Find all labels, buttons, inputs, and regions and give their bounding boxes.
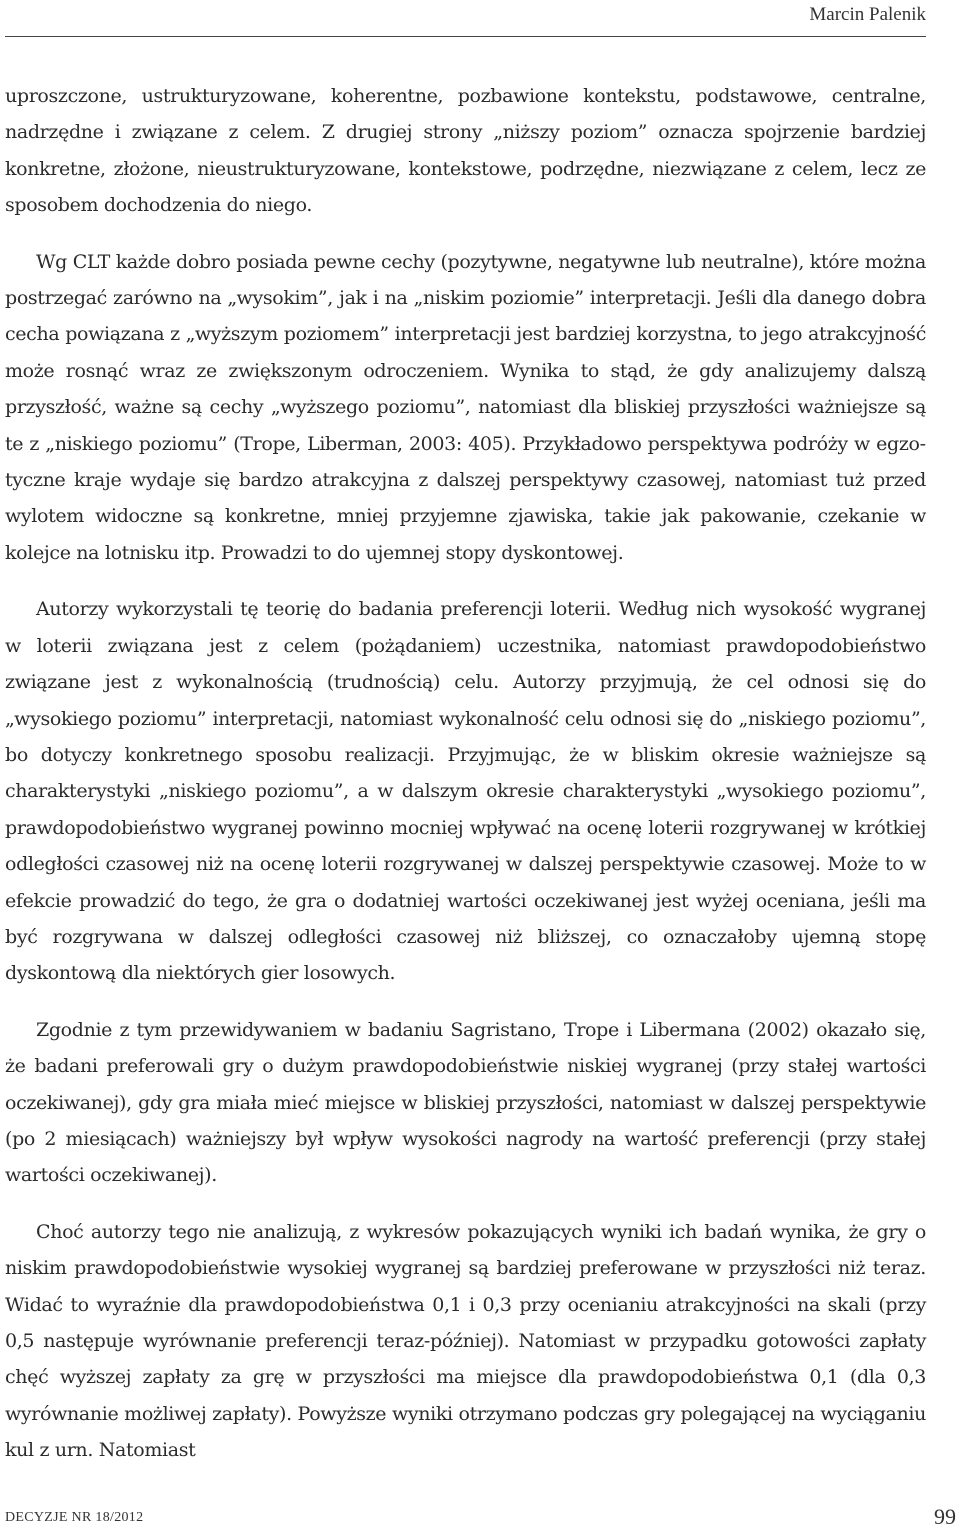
header-divider — [5, 36, 926, 37]
paragraph-clt-features: Wg CLT każde dobro posiada pewne cechy (pozytywne, negatywne lub neutralne), które można postrzegać zarówno na „wysokim”, jak i na „niskim poziomie” interpretacji. Jeśli dla danego dobra cecha powiązana z „wyższym poziomem” interpretacji jest bardziej korzystna, to jego atrakcyjność może rosnąć wraz ze zwiększonym odroczeniem. Wynika to stąd, że gdy analizujemy dalszą przyszłość, ważne są cechy „wyższego poziomu”, natomiast dla bliskiej przyszłości ważniejsze są te z „niskiego poziomu” (Trope, Liberman, 2003: 405). Przykładowo perspektywa podróży w egzotyczne kraje wydaje się bardzo atrakcyjna z dalszej perspektywy czasowej, natomiast tuż przed wylotem widoczne są konkretne, mniej przyjemne zjawiska, takie jak pakowanie, czekanie w kolejce na lotnisku itp. Prowadzi to do ujemnej stopy dyskontowej. — [5, 250, 926, 564]
paragraph-sagristano-study: Zgodnie z tym przewidywaniem w badaniu Sagristano, Trope i Libermana (2002) okazało się, że badani preferowali gry o dużym prawdopodobieństwie niskiej wygranej (przy stałej wartości oczekiwanej), gdy gra miała mieć miejsce w bliskiej przyszłości, natomiast w dalszej perspektywie (po 2 miesiącach) ważniejszy był wpływ wysokości nagrody na wartość preferencji (przy stałej wartości oczekiwanej). — [5, 1018, 926, 1187]
paragraph-lottery-preferences: Autorzy wykorzystali tę teorię do badania preferencji loterii. Według nich wysokość wygranej w loterii związana jest z celem (pożądaniem) uczestnika, natomiast prawdopodobieństwo związane jest z wykonalnością (trudnością) celu. Autorzy przyjmują, że cel odnosi się do „wysokiego poziomu” interpretacji, natomiast wykonalność celu odnosi się do „niskiego poziomu”, bo dotyczy konkretnego sposobu realizacji. Przyjmując, że w bliskim okresie ważniejsze są charakterystyki „niskiego poziomu”, a w dalszym okresie charakterystyki „wysokiego poziomu”, prawdopodobieństwo wygranej powinno mocniej wpływać na ocenę loterii rozgrywanej w krótkiej odległości czasowej niż na ocenę loterii rozgrywanej w dalszej perspektywie czasowej. Może to w efekcie prowadzić do tego, że gra o dodatniej wartości oczekiwanej jest wyżej oceniana, jeśli ma być rozgrywana w dalszej odległości czasowej niż bliższej, co oznaczałoby ujemną stopę dyskontową dla niektórych gier losowych. — [5, 598, 926, 985]
paragraph-results-analysis: Choć autorzy tego nie analizują, z wykresów pokazujących wyniki ich badań wynika, że gry o niskim prawdopodobieństwie wysokiej wygranej są bardziej preferowane w przyszłości niż teraz. Widać to wyraźnie dla prawdopodobieństwa 0,1 i 0,3 przy ocenianiu atrakcyjności na skali (przy 0,5 następuje wyrównanie preferencji teraz-później). Natomiast w przypadku gotowości zapłaty chęć wyższej zapłaty za grę w przyszłości ma miejsce dla prawdopodobieństwa 0,1 (dla 0,3 wyrównanie możliwej zapłaty). Powyższe wyniki otrzymano podczas gry polegającej na wyciąganiu kul z urn. Natomiast — [5, 1220, 926, 1462]
paragraph-continuation: uproszczone, ustrukturyzowane, koherentne, pozbawione kontekstu, podstawowe, centralne, nadrzędne i związane z celem. Z drugiej strony „niższy poziom” oznacza spojrzenie bardziej konkretne, złożone, nieustrukturyzowane, kontekstowe, podrzędne, niezwiązane z celem, lecz ze sposobem dochodzenia do niego. — [5, 85, 926, 217]
body-text — [5, 78, 926, 1489]
running-header-author: Marcin Palenik — [809, 4, 926, 25]
footer-journal-name: DECYZJE NR 18/2012 — [5, 1510, 144, 1525]
footer-page-number: 99 — [934, 1504, 956, 1529]
